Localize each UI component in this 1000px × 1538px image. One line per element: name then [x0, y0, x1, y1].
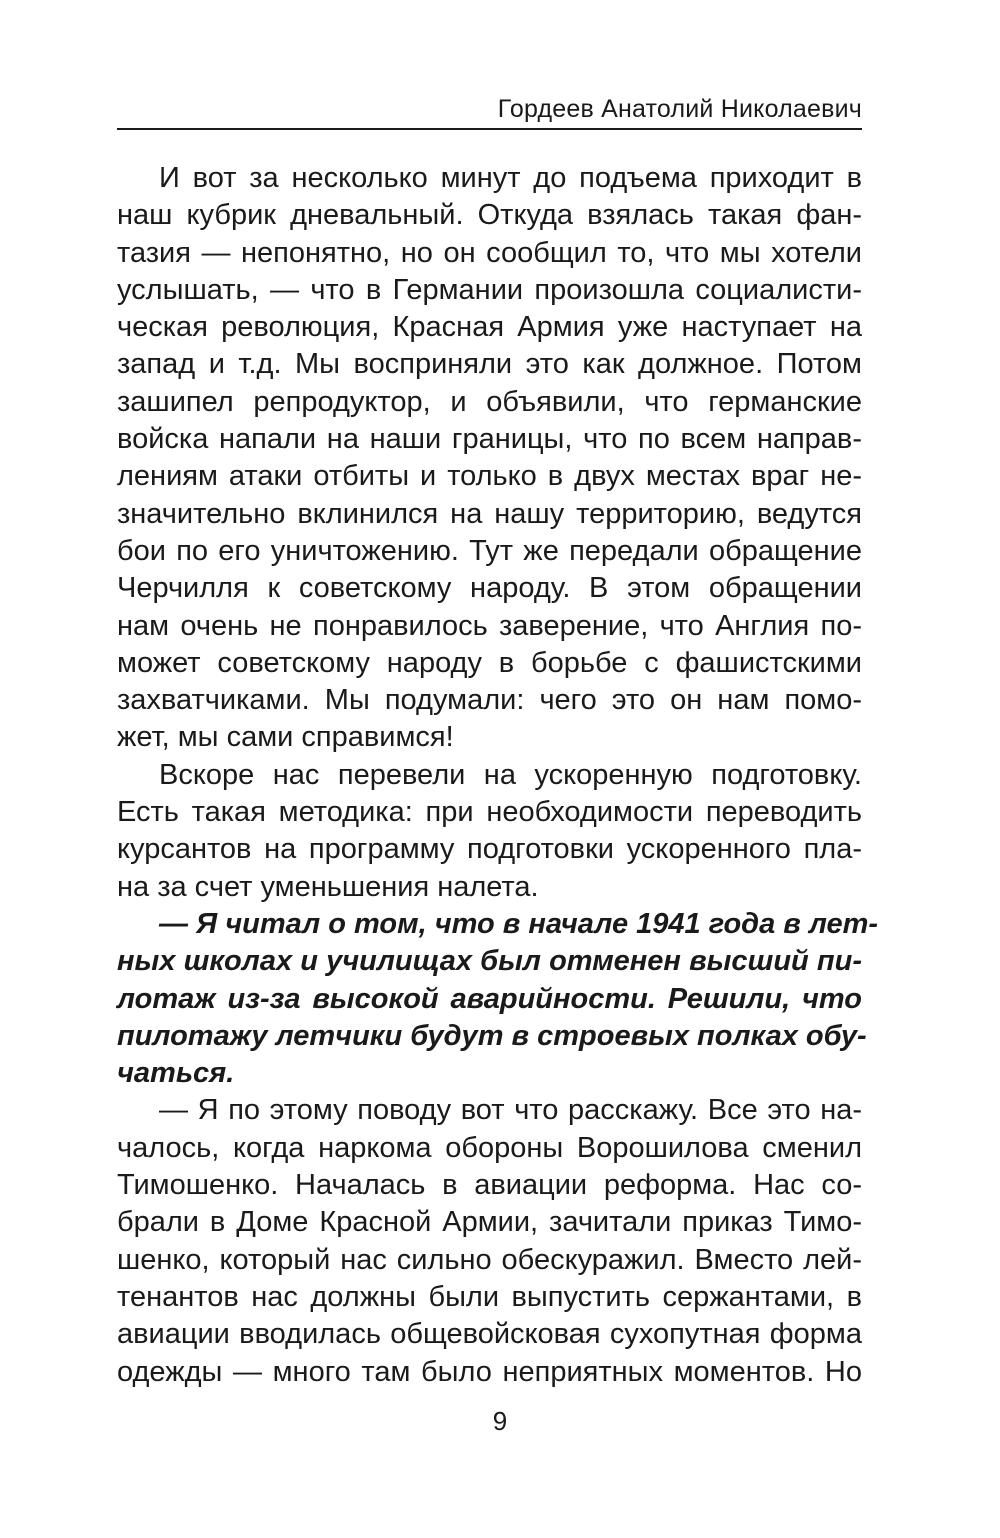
text-line: на за счет уменьшения налета. [117, 870, 539, 903]
text-line: И вот за несколько минут до подъема приходит в [159, 162, 862, 194]
interviewer-question-line: лотаж из-за высокой аварийности. Решили, что [117, 982, 862, 1015]
text-line: Есть такая методика: при необходимости переводить [117, 796, 862, 829]
text-line: значительно вклинился на нашу территорию, ведутся [117, 497, 862, 530]
text-line: брали в Доме Красной Армии, зачитали приказ Тимо- [117, 1206, 862, 1239]
page-number: 9 [492, 1406, 508, 1436]
text-line: жет, мы сами справимся! [117, 721, 454, 754]
text-line: Вскоре нас перевели на ускоренную подготовку. [159, 758, 862, 791]
text-line: тенантов нас должны были выпустить сержантами, в [117, 1280, 862, 1313]
text-line: нам очень не понравилось заверение, что Англия по- [117, 609, 862, 642]
text-line: — Я по этому поводу вот что расскажу. Все это на- [159, 1094, 862, 1127]
author-name: Гордеев Анатолий Николаевич [497, 95, 862, 123]
text-line: авиации вводилась общевойсковая сухопутная форма [117, 1318, 862, 1351]
interviewer-question-line: ных школах и училищах был отменен высший пи- [117, 945, 862, 978]
text-line: запад и т.д. Мы восприняли это как должное. Потом [117, 348, 862, 381]
text-line: войска напали на наши границы, что по всем направ- [117, 423, 862, 456]
interviewer-question-line: — Я читал о том, что в начале 1941 года в лет- [159, 907, 879, 940]
text-line: захватчиками. Мы подумали: чего это он нам помо- [117, 684, 862, 717]
interviewer-question-line: пилотажу летчики будут в строевых полках обу- [117, 1019, 867, 1052]
text-line: Тимошенко. Началась в авиации реформа. Нас со- [117, 1169, 862, 1202]
text-line: лениям атаки отбиты и только в двух местах враг не- [117, 460, 862, 493]
text-line: бои по его уничтожению. Тут же передали обращение [117, 534, 862, 567]
text-line: тазия — непонятно, но он сообщил то, что мы хотели [117, 236, 862, 269]
text-line: может советскому народу в борьбе с фашистскими [117, 646, 862, 679]
text-line: услышать, — что в Германии произошла социалисти- [117, 273, 862, 306]
text-line: Черчилля к советскому народу. В этом обращении [117, 572, 862, 605]
text-line: шенко, который нас сильно обескуражил. Вместо лей- [117, 1243, 862, 1276]
running-head [117, 90, 862, 130]
text-line: зашипел репродуктор, и объявили, что германские [117, 385, 862, 418]
body-text [117, 160, 879, 1391]
text-line: наш кубрик дневальный. Откуда взялась такая фан- [117, 199, 862, 232]
text-line: одежды — много там было неприятных моментов. Но [117, 1355, 862, 1388]
text-line: чалось, когда наркома обороны Ворошилова сменил [117, 1131, 862, 1164]
text-line: ческая революция, Красная Армия уже наступает на [117, 311, 862, 344]
text-line: курсантов на программу подготовки ускоренного пла- [117, 833, 862, 866]
interviewer-question-line: чаться. [117, 1057, 235, 1090]
